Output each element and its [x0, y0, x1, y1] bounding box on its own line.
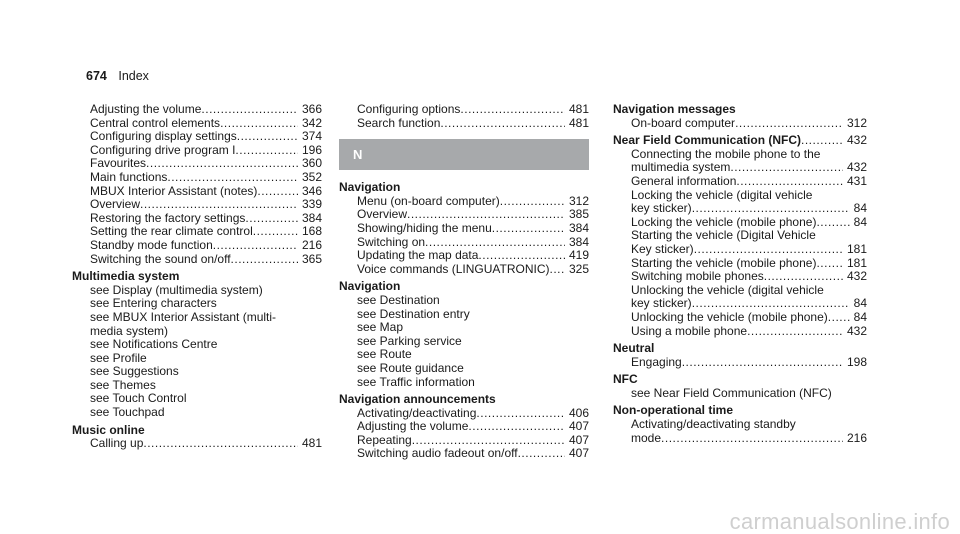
index-entry-label: Adjusting the volume	[357, 419, 469, 434]
index-entry	[339, 294, 589, 308]
index-entry	[72, 392, 322, 406]
index-entry-label: Engaging	[631, 354, 682, 369]
leader-dots	[692, 202, 850, 216]
index-entry	[613, 243, 867, 257]
leader-dots	[245, 212, 298, 226]
index-entry	[72, 144, 322, 158]
leader-dots	[736, 175, 843, 189]
index-entry-label: see Map	[357, 320, 404, 335]
index-entry-label: Restoring the factory settings	[90, 210, 246, 225]
index-entry	[613, 216, 867, 230]
page-reference: 84	[853, 296, 867, 311]
index-entry-label: Switching on	[357, 234, 426, 249]
index-entry	[339, 321, 589, 335]
index-entry-label: key sticker)	[631, 296, 692, 311]
index-entry	[72, 117, 322, 131]
leader-dots	[253, 225, 298, 239]
index-heading: Music online	[72, 422, 145, 437]
index-entry-label: Repeating	[357, 432, 412, 447]
leader-dots	[140, 198, 298, 212]
index-entry	[72, 406, 322, 420]
index-entry	[613, 257, 867, 271]
page-reference: 346	[301, 183, 322, 198]
index-entry-label: Adjusting the volume	[90, 102, 202, 116]
index-entry-label: see Touchpad	[90, 405, 165, 420]
index-entry	[72, 130, 322, 144]
leader-dots	[407, 208, 565, 222]
index-entry-label: see Profile	[90, 350, 147, 365]
index-entry	[339, 103, 589, 117]
leader-dots	[257, 185, 298, 199]
page-reference: 385	[568, 207, 589, 222]
index-entry	[339, 236, 589, 250]
index-column-3	[613, 103, 867, 445]
index-entry	[72, 239, 322, 253]
index-entry-label: Unlocking the vehicle (digital vehicle	[631, 282, 824, 297]
leader-dots	[440, 117, 565, 131]
index-entry	[72, 311, 322, 325]
index-entry	[72, 212, 322, 226]
index-entry-label: Search function	[357, 115, 441, 130]
index-entry-label: Locking the vehicle (mobile phone)	[631, 214, 817, 229]
page-reference: 384	[568, 220, 589, 235]
index-entry	[72, 253, 322, 267]
index-entry	[339, 407, 589, 421]
page-reference: 384	[301, 210, 322, 225]
index-entry-label: see Entering characters	[90, 296, 217, 311]
index-entry	[613, 432, 867, 446]
index-column-1	[72, 103, 322, 451]
index-entry-label: Showing/hiding the menu	[357, 220, 492, 235]
index-entry-label: multimedia system	[631, 160, 731, 175]
page-reference: 181	[846, 241, 867, 256]
index-entry-label: Activating/deactivating	[357, 405, 477, 420]
index-heading: Navigation	[339, 279, 401, 294]
index-heading: Multimedia system	[72, 269, 180, 284]
index-heading-label: Near Field Communication (NFC)	[613, 133, 802, 148]
leader-dots	[476, 407, 565, 421]
leader-dots	[730, 161, 843, 175]
index-entry	[339, 263, 589, 277]
page-reference: 325	[568, 261, 589, 276]
index-entry-label: Connecting the mobile phone to the	[631, 146, 821, 161]
index-entry-label: Using a mobile phone	[631, 323, 748, 338]
leader-dots	[478, 249, 565, 263]
page-reference: 312	[846, 115, 867, 130]
index-entry-label: Favourites	[90, 156, 147, 171]
page-reference: 312	[568, 193, 589, 208]
index-entry-label: On-board computer	[631, 115, 736, 130]
index-entry	[613, 229, 867, 243]
index-entry-label: Locking the vehicle (digital vehicle	[631, 187, 813, 202]
index-entry	[339, 447, 589, 461]
leader-dots	[694, 243, 843, 257]
index-entry-label: Starting the vehicle (mobile phone)	[631, 255, 817, 270]
index-entry-label: Starting the vehicle (Digital Vehicle	[631, 228, 816, 243]
page-reference: 407	[568, 446, 589, 461]
leader-dots	[661, 432, 843, 446]
page-reference: 352	[301, 169, 322, 184]
leader-dots	[692, 297, 850, 311]
index-entry-label: see Route guidance	[357, 360, 464, 375]
leader-dots	[682, 356, 843, 370]
page-reference: 198	[846, 354, 867, 369]
index-entry	[72, 379, 322, 393]
index-entry-label: Voice commands (LINGUATRONIC)	[357, 261, 550, 276]
page-reference: 374	[301, 129, 322, 144]
page-reference: 481	[568, 102, 589, 116]
index-entry	[339, 195, 589, 209]
index-entry-label: see Display (multimedia system)	[90, 282, 263, 297]
index-entry-label: Switching mobile phones	[631, 269, 764, 284]
leader-dots	[735, 117, 843, 131]
index-entry-label: Configuring drive program I	[90, 142, 236, 157]
page-reference: 432	[846, 160, 867, 175]
index-entry	[72, 325, 322, 339]
page-reference: 407	[568, 432, 589, 447]
index-entry	[339, 420, 589, 434]
index-entry-label: see Suggestions	[90, 364, 179, 379]
index-entry	[339, 117, 589, 131]
leader-dots	[143, 437, 298, 451]
leader-dots	[460, 103, 565, 117]
page-reference: 216	[301, 237, 322, 252]
page-reference: 216	[846, 430, 867, 445]
index-entry-label: Calling up	[90, 436, 144, 451]
section-letter-header: N	[339, 139, 589, 170]
page-reference: 365	[301, 251, 322, 266]
page-reference: 339	[301, 197, 322, 212]
index-entry	[613, 175, 867, 189]
leader-dots	[468, 420, 565, 434]
leader-dots	[518, 447, 565, 461]
page-reference: 196	[301, 142, 322, 157]
leader-dots	[231, 253, 298, 267]
index-entry	[613, 284, 867, 298]
index-entry	[72, 437, 322, 451]
page-title: Index	[118, 69, 149, 83]
index-entry	[613, 297, 867, 311]
index-entry	[613, 311, 867, 325]
index-entry-label: Configuring options	[357, 102, 461, 116]
leader-dots	[550, 263, 565, 277]
index-entry-label: see Destination entry	[357, 306, 470, 321]
index-entry	[339, 222, 589, 236]
index-entry	[72, 284, 322, 298]
page-reference: 84	[853, 214, 867, 229]
leader-dots	[213, 239, 298, 253]
index-entry	[339, 362, 589, 376]
page-reference: 481	[568, 115, 589, 130]
index-heading: Neutral	[613, 341, 655, 356]
leader-dots	[816, 216, 849, 230]
index-entry	[613, 202, 867, 216]
index-heading	[613, 134, 867, 148]
index-entry-label: Updating the map data	[357, 248, 479, 263]
index-entry	[339, 348, 589, 362]
index-entry	[339, 335, 589, 349]
index-entry-label: Standby mode function	[90, 237, 213, 252]
index-entry-label: media system)	[90, 323, 169, 338]
page-header	[86, 70, 149, 84]
leader-dots	[764, 270, 843, 284]
page-reference: 432	[846, 269, 867, 284]
index-entry-label: Central control elements	[90, 115, 221, 130]
index-entry	[613, 270, 867, 284]
page-reference: 406	[568, 405, 589, 420]
leader-dots	[425, 236, 565, 250]
page-reference: 432	[846, 323, 867, 338]
leader-dots	[828, 311, 850, 325]
index-entry-label: mode	[631, 430, 662, 445]
page-reference: 407	[568, 419, 589, 434]
page-reference: 168	[301, 224, 322, 239]
index-heading: Navigation messages	[613, 102, 736, 116]
index-entry	[72, 171, 322, 185]
index-entry-label: General information	[631, 173, 737, 188]
index-entry-label: see Touch Control	[90, 391, 187, 406]
page-reference: 366	[301, 102, 322, 116]
leader-dots	[801, 134, 843, 148]
page-reference: 360	[301, 156, 322, 171]
index-entry	[613, 148, 867, 162]
page-number: 674	[86, 69, 107, 83]
index-heading: Navigation announcements	[339, 392, 496, 407]
leader-dots	[201, 103, 298, 117]
page-reference: 384	[568, 234, 589, 249]
index-entry	[72, 365, 322, 379]
index-entry	[613, 161, 867, 175]
index-entry	[613, 117, 867, 131]
index-entry	[72, 338, 322, 352]
page-reference: 431	[846, 173, 867, 188]
index-entry-label: Main functions	[90, 169, 168, 184]
index-entry-label: see Notifications Centre	[90, 337, 218, 352]
leader-dots	[235, 144, 298, 158]
index-column-2	[339, 103, 589, 461]
leader-dots	[747, 325, 843, 339]
index-entry	[72, 103, 322, 117]
index-entry-label: key sticker)	[631, 201, 692, 216]
index-entry-label: MBUX Interior Assistant (notes)	[90, 183, 258, 198]
leader-dots	[816, 257, 843, 271]
index-entry-label: see Themes	[90, 377, 156, 392]
index-entry-label: see Near Field Communication (NFC)	[631, 385, 832, 400]
page-reference: 432	[846, 133, 867, 148]
index-entry	[613, 325, 867, 339]
index-entry-label: see Parking service	[357, 333, 462, 348]
index-entry-label: see Destination	[357, 292, 440, 307]
index-entry-label: Setting the rear climate control	[90, 224, 253, 239]
index-entry-label: Activating/deactivating standby	[631, 417, 796, 432]
index-heading: NFC	[613, 372, 638, 387]
leader-dots	[146, 157, 298, 171]
index-entry	[613, 418, 867, 432]
index-entry	[72, 352, 322, 366]
index-entry	[339, 208, 589, 222]
leader-dots	[500, 195, 565, 209]
index-entry	[72, 297, 322, 311]
index-entry	[339, 376, 589, 390]
leader-dots	[492, 222, 565, 236]
leader-dots	[167, 171, 298, 185]
index-entry	[339, 434, 589, 448]
index-entry	[613, 356, 867, 370]
index-entry-label: Key sticker)	[631, 241, 694, 256]
index-entry	[72, 185, 322, 199]
index-entry	[72, 225, 322, 239]
page-reference: 181	[846, 255, 867, 270]
index-entry	[72, 198, 322, 212]
index-entry-label: Switching audio fadeout on/off	[357, 446, 518, 461]
page-reference: 481	[301, 436, 322, 451]
watermark: carmanualsonline.info	[729, 509, 950, 534]
index-entry-label: see MBUX Interior Assistant (multi-	[90, 309, 277, 324]
leader-dots	[220, 117, 298, 131]
index-entry-label: Menu (on-board computer)	[357, 193, 500, 208]
index-heading: Non-operational time	[613, 403, 734, 418]
index-entry	[72, 157, 322, 171]
index-entry-label: Overview	[357, 207, 408, 222]
index-entry	[339, 308, 589, 322]
page-reference: 419	[568, 248, 589, 263]
index-entry	[613, 189, 867, 203]
page-reference: 84	[853, 201, 867, 216]
leader-dots	[237, 130, 298, 144]
index-entry-label: Configuring display settings	[90, 129, 237, 144]
page-reference: 342	[301, 115, 322, 130]
leader-dots	[412, 434, 565, 448]
index-entry-label: see Route	[357, 347, 412, 362]
index-entry-label: Overview	[90, 197, 141, 212]
index-heading: Navigation	[339, 180, 401, 195]
index-entry	[339, 249, 589, 263]
index-entry	[613, 387, 867, 401]
index-entry-label: Unlocking the vehicle (mobile phone)	[631, 309, 828, 324]
page-reference: 84	[853, 309, 867, 324]
index-entry-label: see Traffic information	[357, 374, 475, 389]
index-entry-label: Switching the sound on/off	[90, 251, 231, 266]
